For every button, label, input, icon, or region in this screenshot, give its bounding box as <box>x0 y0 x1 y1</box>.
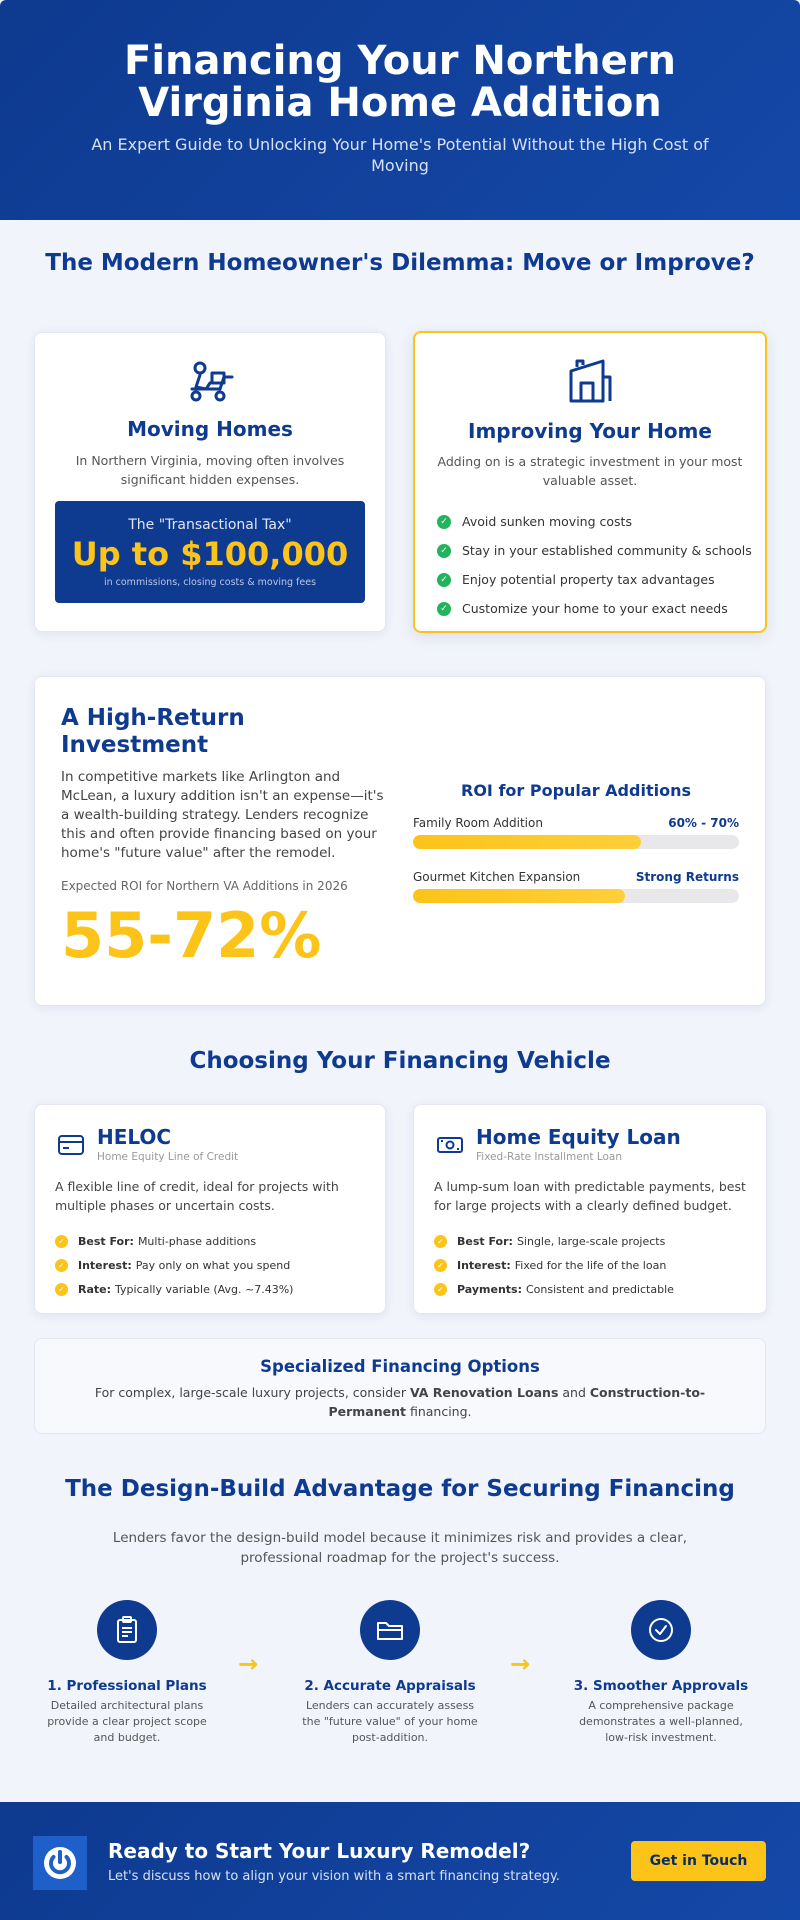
feature-item: ✓ Interest: Fixed for the life of the loan <box>434 1253 756 1277</box>
check-icon: ✓ <box>437 573 451 587</box>
bar-track-kitchen <box>413 889 739 903</box>
folder-icon <box>376 1618 404 1642</box>
roi-card <box>34 676 766 1006</box>
feature-item: ✓ Best For: Multi-phase additions <box>55 1229 375 1253</box>
step-title: 1. Professional Plans <box>47 1678 207 1694</box>
bar-value-family-room: 60% - 70% <box>668 816 739 830</box>
check-icon: ✓ <box>437 602 451 616</box>
check-icon: ✓ <box>434 1235 447 1248</box>
roi-expected-label: Expected ROI for Northern VA Additions in 2026 <box>61 879 348 893</box>
bar-fill-kitchen <box>413 889 625 903</box>
arrow-right-icon: → <box>238 1650 259 1678</box>
arrow-right-icon: → <box>510 1650 531 1678</box>
design-build-title: The Design-Build Advantage for Securing Financing <box>65 1476 735 1502</box>
roi-title: A High-Return Investment <box>61 705 245 758</box>
check-circle-icon <box>647 1616 675 1644</box>
moving-text: In Northern Virginia, moving often involves significant hidden expenses. <box>75 453 345 487</box>
roi-expected-value: 55-72% <box>61 899 322 972</box>
benefit-item: ✓ Customize your home to your exact needs <box>437 594 755 623</box>
improving-card <box>413 331 767 633</box>
loan-name: Home Equity Loan <box>476 1125 681 1149</box>
specialized-title: Specialized Financing Options <box>260 1357 540 1376</box>
hero-banner <box>0 0 800 220</box>
improving-title: Improving Your Home <box>468 419 712 443</box>
page-subtitle: An Expert Guide to Unlocking Your Home's Potential Without the High Cost of Moving <box>91 135 709 175</box>
step-circle <box>97 1600 157 1660</box>
specialized-financing-box <box>34 1338 766 1434</box>
check-icon: ✓ <box>434 1259 447 1272</box>
feature-item: ✓ Payments: Consistent and predictable <box>434 1277 756 1301</box>
step-text: Detailed architectural plans provide a clear project scope and budget. <box>47 1699 207 1744</box>
benefit-item: ✓ Enjoy potential property tax advantages <box>437 565 755 594</box>
credit-card-icon <box>57 1133 85 1157</box>
tax-label: The "Transactional Tax" <box>128 517 292 533</box>
heloc-desc: A flexible line of credit, ideal for projects with multiple phases or uncertain costs. <box>55 1179 339 1213</box>
heloc-features <box>55 1229 375 1301</box>
loan-sub: Fixed-Rate Installment Loan <box>476 1151 622 1163</box>
roi-chart-title: ROI for Popular Additions <box>461 781 691 800</box>
check-icon: ✓ <box>55 1235 68 1248</box>
step-circle <box>360 1600 420 1660</box>
house-icon <box>567 357 613 403</box>
bar-fill-family-room <box>413 835 641 849</box>
heloc-sub: Home Equity Line of Credit <box>97 1151 239 1163</box>
bar-track-family-room <box>413 835 739 849</box>
step-title: 3. Smoother Approvals <box>573 1678 749 1694</box>
bar-label-family-room: Family Room Addition <box>413 816 543 830</box>
dilemma-title: The Modern Homeowner's Dilemma: Move or Improve? <box>45 250 755 276</box>
benefit-item: ✓ Avoid sunken moving costs <box>437 507 755 536</box>
get-in-touch-button[interactable]: Get in Touch <box>631 1841 766 1881</box>
cta-footer <box>0 1802 800 1920</box>
design-build-intro: Lenders favor the design-build model because it minimizes risk and provides a clear, professional roadmap for the project's success. <box>112 1530 688 1566</box>
feature-item: ✓ Interest: Pay only on what you spend <box>55 1253 375 1277</box>
loan-desc: A lump-sum loan with predictable payments, best for large projects with a clearly defined budget. <box>434 1179 746 1213</box>
step-text: A comprehensive package demonstrates a well-planned, low-risk investment. <box>579 1699 743 1744</box>
specialized-text: For complex, large-scale luxury projects, consider VA Renovation Loans and Construction-to-Permanent financing. <box>94 1385 706 1419</box>
home-equity-loan-card <box>413 1104 767 1314</box>
loan-features <box>434 1229 756 1301</box>
tax-amount: Up to $100,000 <box>71 535 349 573</box>
page-title: Financing Your Northern Virginia Home Addition <box>124 38 676 126</box>
roi-paragraph: In competitive markets like Arlington and McLean, a luxury addition isn't an expense—it's a wealth-building strategy. Lenders recognize this and often provide financing based on your home's "future value" after the remodel. <box>61 769 384 861</box>
check-icon: ✓ <box>55 1283 68 1296</box>
bar-value-kitchen: Strong Returns <box>635 870 739 884</box>
moving-title: Moving Homes <box>127 417 293 441</box>
transactional-tax-box <box>55 501 365 603</box>
improving-text: Adding on is a strategic investment in your most valuable asset. <box>437 454 743 488</box>
check-icon: ✓ <box>437 544 451 558</box>
step-title: 2. Accurate Appraisals <box>304 1678 476 1694</box>
benefits-list <box>437 507 755 623</box>
cta-subtitle: Let's discuss how to align your vision with a smart financing strategy. <box>108 1869 560 1884</box>
check-icon: ✓ <box>55 1259 68 1272</box>
feature-item: ✓ Best For: Single, large-scale projects <box>434 1229 756 1253</box>
feature-item: ✓ Rate: Typically variable (Avg. ~7.43%) <box>55 1277 375 1301</box>
money-bill-icon <box>436 1133 464 1157</box>
check-icon: ✓ <box>434 1283 447 1296</box>
heloc-card <box>34 1104 386 1314</box>
heloc-name: HELOC <box>97 1125 172 1149</box>
bar-label-kitchen: Gourmet Kitchen Expansion <box>413 870 581 884</box>
cta-title: Ready to Start Your Luxury Remodel? <box>108 1839 531 1863</box>
step-circle <box>631 1600 691 1660</box>
tax-note: in commissions, closing costs & moving fees <box>103 577 317 588</box>
clipboard-icon <box>114 1616 140 1644</box>
financing-title: Choosing Your Financing Vehicle <box>189 1048 611 1074</box>
moving-card <box>34 332 386 632</box>
benefit-item: ✓ Stay in your established community & schools <box>437 536 755 565</box>
step-text: Lenders can accurately assess the "future value" of your home post-addition. <box>302 1699 478 1744</box>
check-icon: ✓ <box>437 515 451 529</box>
moving-cart-icon <box>186 359 236 403</box>
power-logo-icon <box>33 1836 87 1890</box>
